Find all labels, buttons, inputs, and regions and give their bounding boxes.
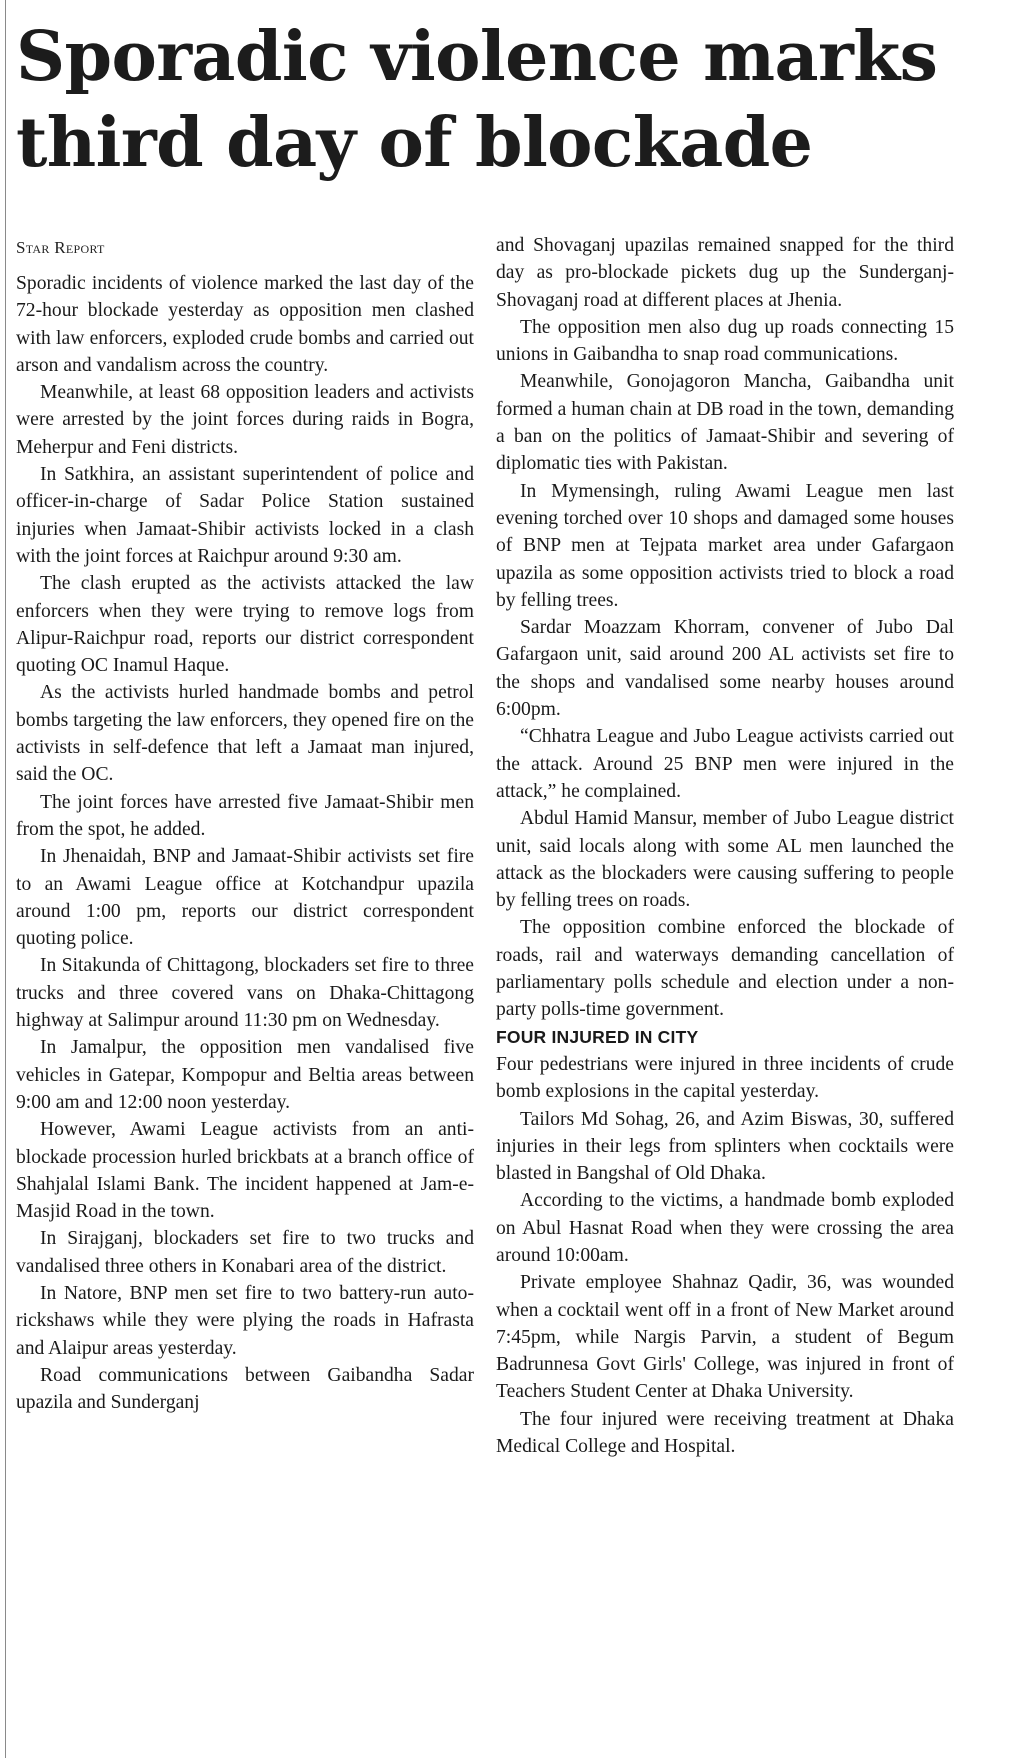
paragraph: The clash erupted as the activists attacked the law enforcers when they were trying to remove logs from Alipur-Raichpur road, reports our district correspondent quoting OC Inamul Haque. <box>16 573 474 677</box>
paragraph: In Satkhira, an assistant superintendent of police and officer-in-charge of Sadar Police Station sustained injuries when Jamaat-Shibir activists locked in a clash with the joint forces at Raichpur around 9:30 am. <box>16 464 474 567</box>
paragraph: In Sirajganj, blockaders set fire to two trucks and vandalised three others in Konabari area of the district. <box>16 1228 474 1277</box>
paragraph: Four pedestrians were injured in three incidents of crude bomb explosions in the capital yesterday. <box>496 1053 954 1103</box>
paragraph: However, Awami League activists from an anti-blockade procession hurled brickbats at a branch office of Shahjalal Islami Bank. The incident happened at Jam-e-Masjid Road in the town. <box>16 1119 474 1223</box>
paragraph: “Chhatra League and Jubo League activists carried out the attack. Around 25 BNP men were injured in the attack,” he complained. <box>496 726 954 802</box>
paragraph: Road communications between Gaibandha Sadar upazila and Sunderganj <box>16 1364 474 1414</box>
paragraph: Abdul Hamid Mansur, member of Jubo League district unit, said locals along with some AL men launched the attack as the blockaders were causing suffering to people by felling trees on roads. <box>496 808 954 912</box>
paragraph: Sporadic incidents of violence marked the last day of the 72-hour blockade yesterday as opposition men clashed with law enforcers, exploded crude bombs and carried out arson and vandalism across the country. <box>16 273 474 376</box>
paragraph: In Jamalpur, the opposition men vandalised five vehicles in Gatepar, Kompopur and Beltia areas between 9:00 am and 12:00 noon yesterday. <box>16 1037 474 1113</box>
paragraph: Sardar Moazzam Khorram, convener of Jubo Dal Gafargaon unit, said around 200 AL activists set fire to the shops and vandalised some nearby houses around 6:00pm. <box>496 617 954 721</box>
paragraph: Meanwhile, at least 68 opposition leaders and activists were arrested by the joint forces during raids in Bogra, Meherpur and Feni districts. <box>16 382 474 458</box>
article-column-right <box>496 232 954 1460</box>
byline: Star Report <box>16 238 105 257</box>
paragraph: The opposition combine enforced the blockade of roads, rail and waterways demanding cancellation of parliamentary polls schedule and election under a non-party polls-time government. <box>496 917 954 1021</box>
paragraph: Private employee Shahnaz Qadir, 36, was wounded when a cocktail went off in a front of New Market around 7:45pm, while Nargis Parvin, a student of Begum Badrunnesa Govt Girls' College, was injured in front of Teachers Student Center at Dhaka University. <box>496 1272 954 1403</box>
paragraph: The joint forces have arrested five Jamaat-Shibir men from the spot, he added. <box>16 791 474 840</box>
paragraph: Meanwhile, Gonojagoron Mancha, Gaibandha unit formed a human chain at DB road in the town, demanding a ban on the politics of Jamaat-Shibir and severing of diplomatic ties with Pakistan. <box>496 371 954 475</box>
article-column-left <box>16 236 474 1416</box>
paragraph: In Jhenaidah, BNP and Jamaat-Shibir activists set fire to an Awami League office at Kotchandpur upazila around 1:00 pm, reports our district correspondent quoting police. <box>16 846 474 950</box>
paragraph: In Mymensingh, ruling Awami League men last evening torched over 10 shops and damaged some houses of BNP men at Tejpata market area under Gafargaon upazila as some opposition activists tried to block a road by felling trees. <box>496 480 954 611</box>
paragraph: In Natore, BNP men set fire to two battery-run auto-rickshaws while they were plying the roads in Hafrasta and Alaipur areas yesterday. <box>16 1282 474 1359</box>
headline: Sporadic violence marks third day of blockade <box>16 17 938 183</box>
paragraph: Tailors Md Sohag, 26, and Azim Biswas, 30, suffered injuries in their legs from splinters when cocktails were blasted in Bangshal of Old Dhaka. <box>496 1108 954 1185</box>
paragraph: According to the victims, a handmade bomb exploded on Abul Hasnat Road when they were crossing the area around 10:00am. <box>496 1190 954 1266</box>
subheading: FOUR INJURED IN CITY <box>496 1026 699 1047</box>
paragraph: In Sitakunda of Chittagong, blockaders set fire to three trucks and three covered vans on Dhaka-Chittagong highway at Salimpur around 11:30 pm on Wednesday. <box>16 955 474 1032</box>
column-rule <box>5 0 6 1758</box>
paragraph: As the activists hurled handmade bombs and petrol bombs targeting the law enforcers, they opened fire on the activists in self-defence that left a Jamaat man injured, said the OC. <box>16 682 474 786</box>
paragraph: The four injured were receiving treatment at Dhaka Medical College and Hospital. <box>496 1408 954 1458</box>
paragraph: The opposition men also dug up roads connecting 15 unions in Gaibandha to snap road communications. <box>496 316 954 366</box>
paragraph: and Shovaganj upazilas remained snapped for the third day as pro-blockade pickets dug up the Sunderganj-Shovaganj road at different places at Jhenia. <box>496 235 954 311</box>
